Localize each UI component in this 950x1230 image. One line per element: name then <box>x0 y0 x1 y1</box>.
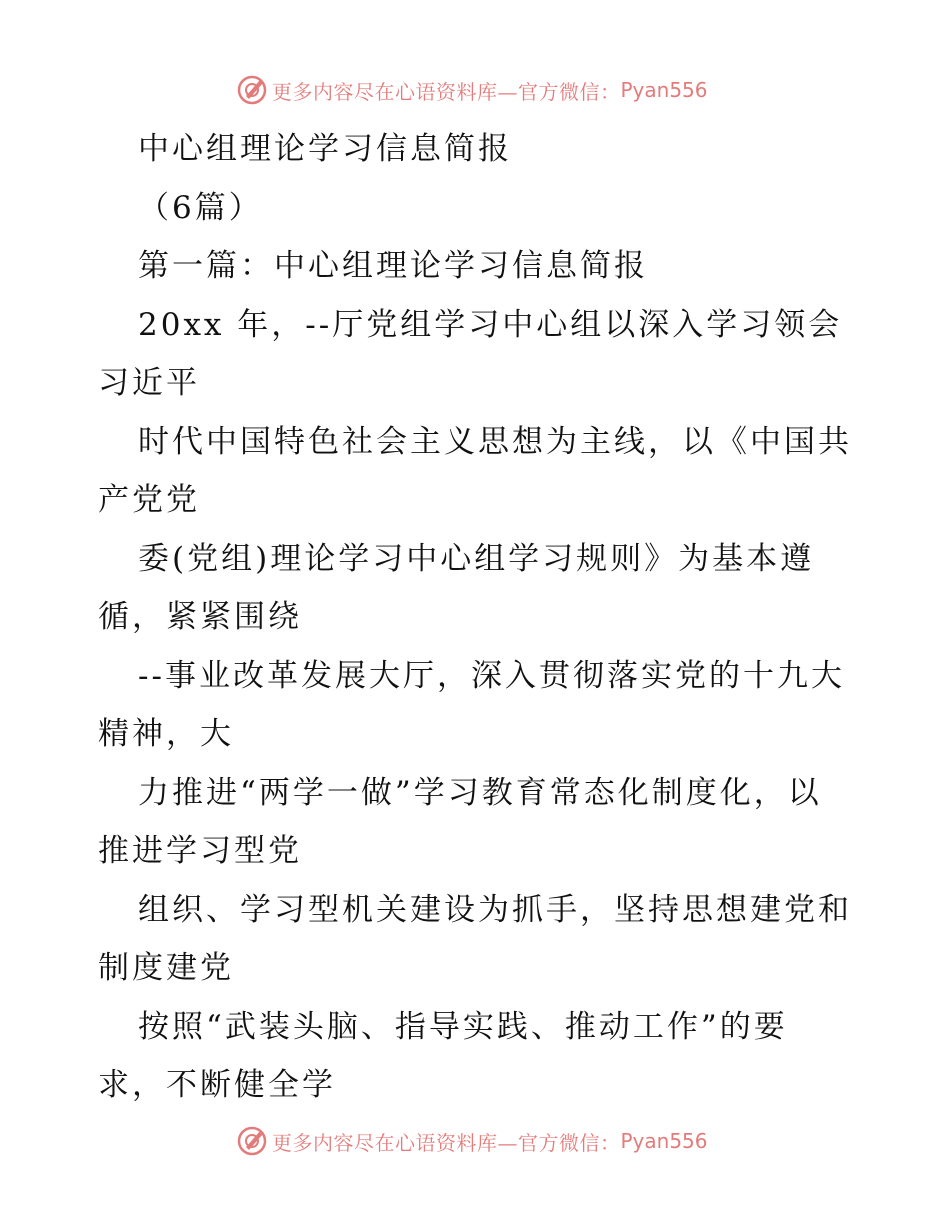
watermark-text: 更多内容尽在心语资料库—官方微信： <box>272 1130 621 1155</box>
watermark-text: 更多内容尽在心语资料库—官方微信： <box>272 79 621 104</box>
document-body <box>98 120 878 1115</box>
text-line: 时代中国特色社会主义思想为主线，以《中国共 <box>138 423 852 460</box>
text-line: --事业改革发展大厅，深入贯彻落实党的十九大 <box>138 657 845 694</box>
text-line: （6篇） <box>138 189 263 226</box>
text-line: 精神，大 <box>98 716 234 752</box>
text-line: 求，不断健全学 <box>98 1067 336 1103</box>
text-line: 中心组理论学习信息简报 <box>138 131 512 167</box>
text-line: 产党党 <box>98 482 200 518</box>
text-line: 委(党组)理论学习中心组学习规则》为基本遵 <box>138 540 815 577</box>
pen-logo-icon <box>236 1125 268 1157</box>
header-watermark <box>236 73 708 107</box>
text-line: 按照“武装头脑、指导实践、推动工作”的要 <box>138 1008 788 1045</box>
watermark-account: Pyan556 <box>620 78 708 102</box>
footer-watermark <box>236 1124 708 1158</box>
text-line: 推进学习型党 <box>98 833 302 869</box>
text-line: 20xx 年，--厅党组学习中心组以深入学习领会 <box>138 306 843 343</box>
text-line: 循，紧紧围绕 <box>98 599 302 635</box>
text-line: 组织、学习型机关建设为抓手，坚持思想建党和 <box>138 891 852 928</box>
text-line: 制度建党 <box>98 950 234 986</box>
text-line: 习近平 <box>98 365 200 401</box>
pen-logo-icon <box>236 74 268 106</box>
text-line: 力推进“两学一做”学习教育常态化制度化，以 <box>138 774 822 811</box>
text-line: 第一篇：中心组理论学习信息简报 <box>138 248 648 284</box>
watermark-account: Pyan556 <box>620 1129 708 1153</box>
